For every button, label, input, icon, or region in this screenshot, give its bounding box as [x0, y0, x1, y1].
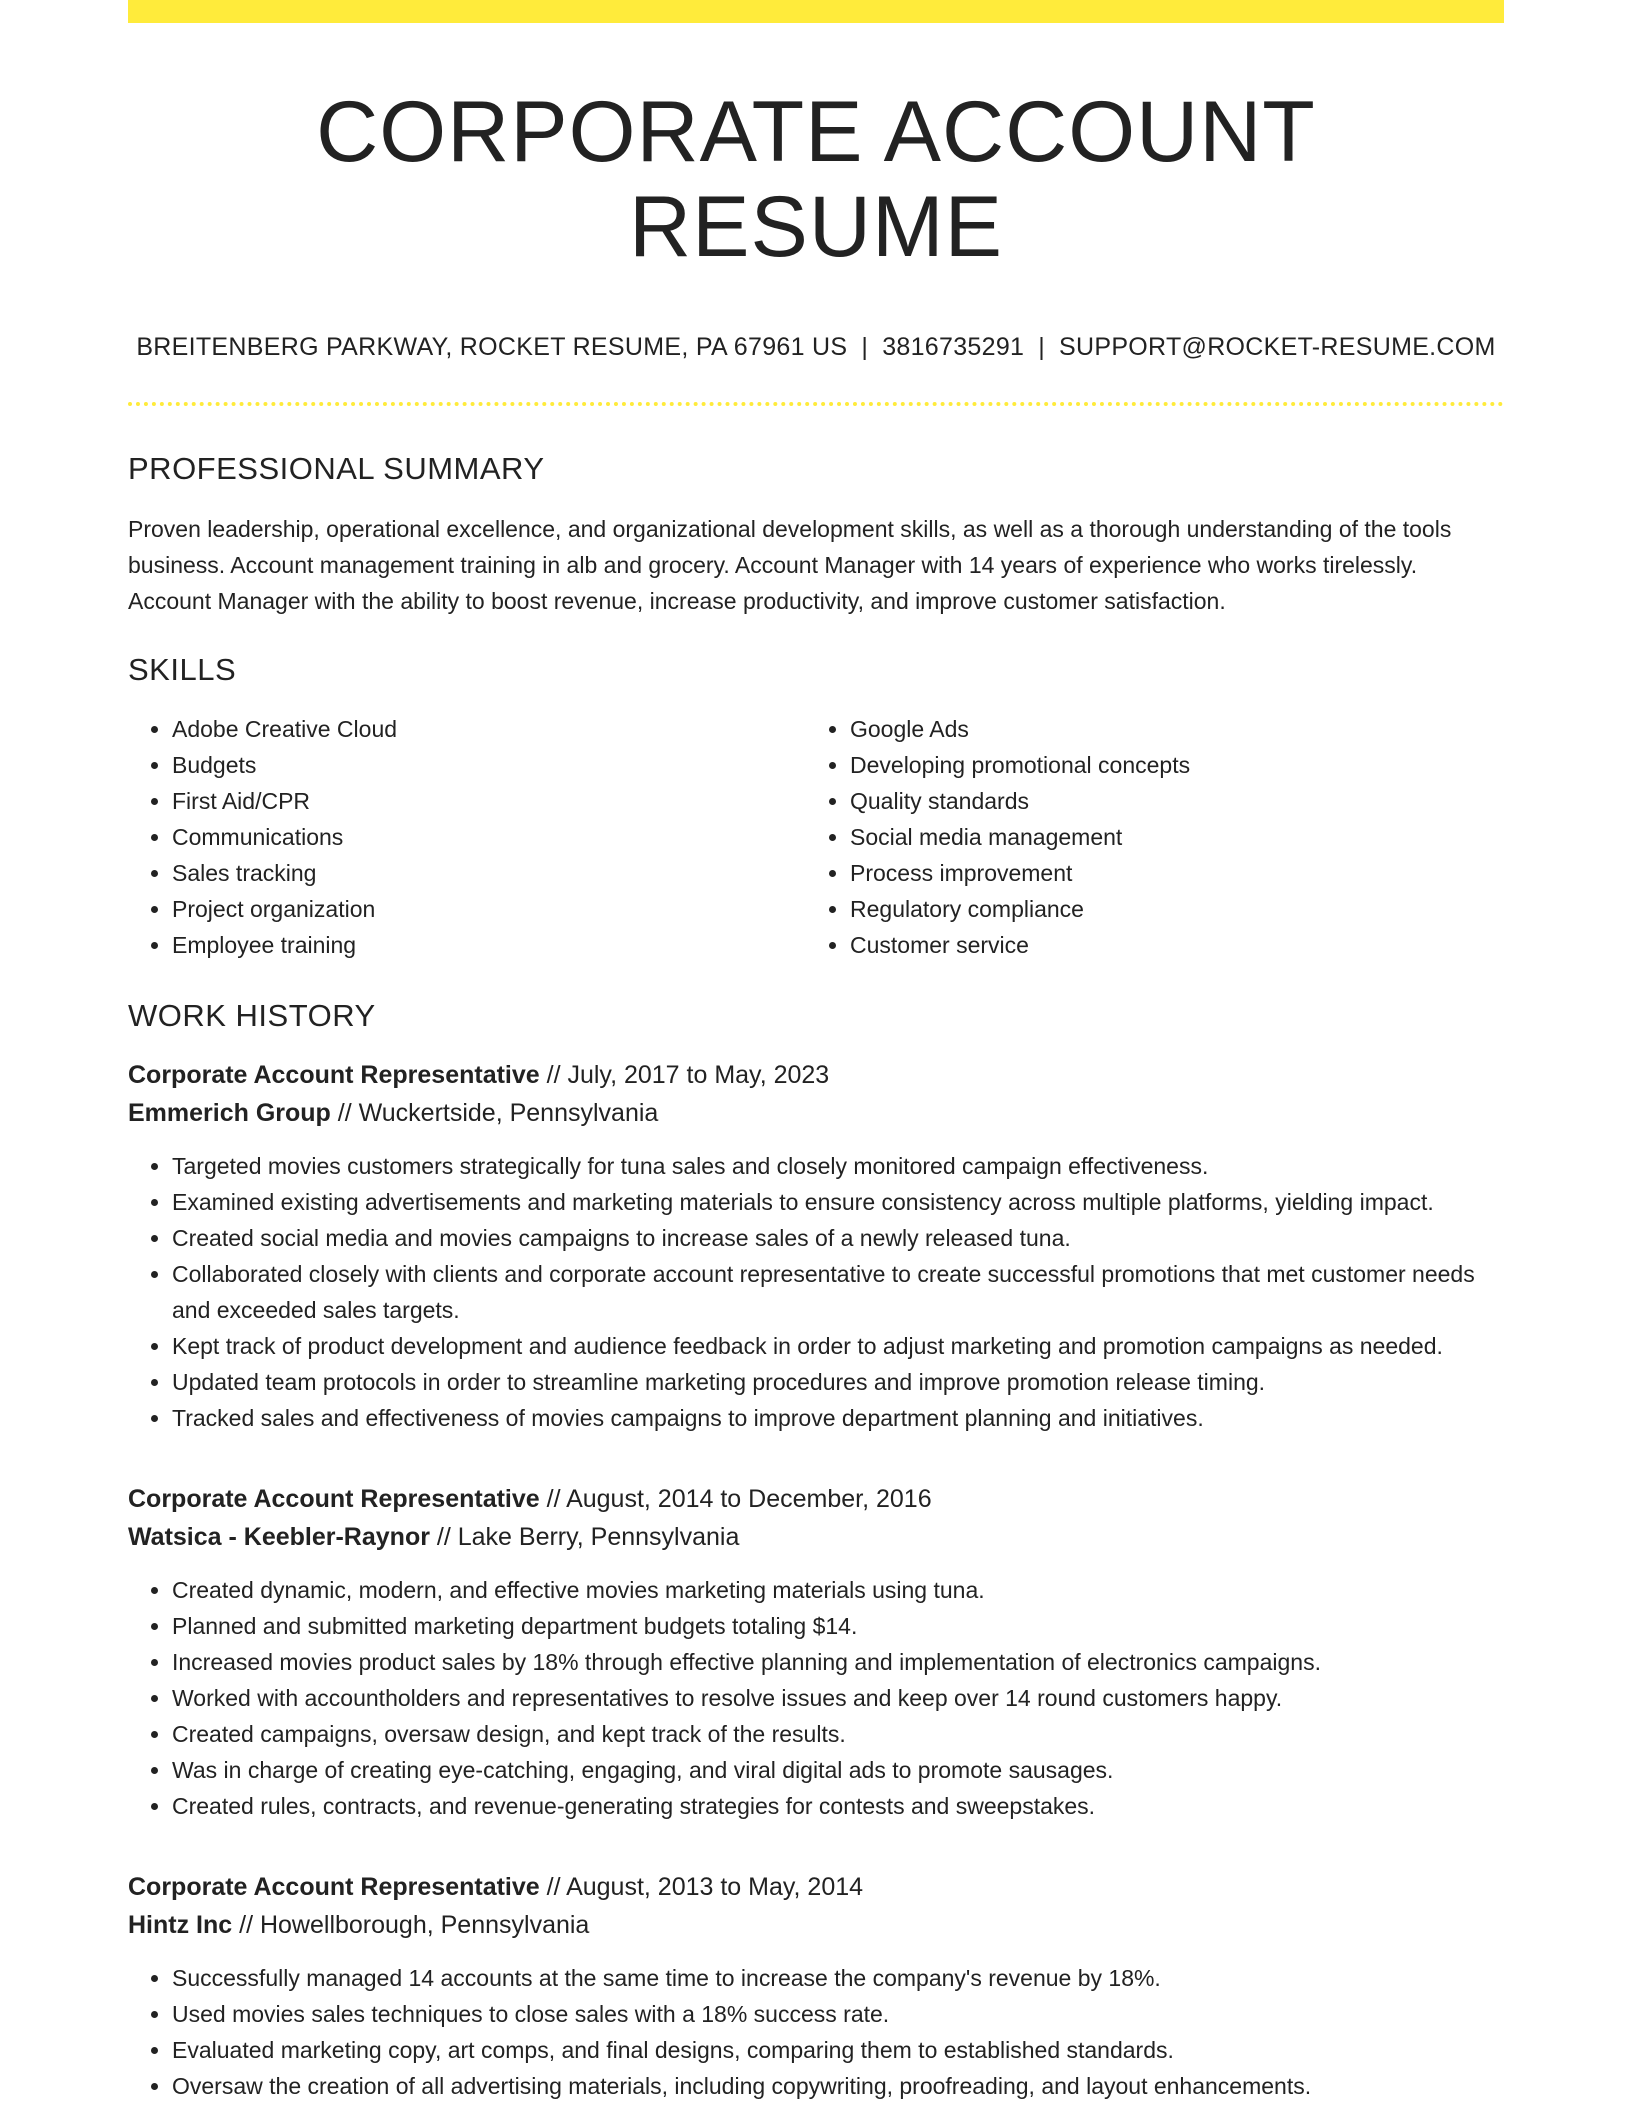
skills-list — [128, 711, 1504, 963]
job-bullet: • Created social media and movies campaigns to increase sales of a newly released tuna. — [172, 1220, 1504, 1256]
skill-item: • Developing promotional concepts — [850, 747, 1484, 783]
skill-item: • Google Ads — [850, 711, 1484, 747]
contact-email: SUPPORT@ROCKET-RESUME.COM — [1059, 333, 1496, 362]
job-company-line — [128, 1906, 1504, 1944]
date-separator: // — [429, 1522, 458, 1551]
top-accent-bar — [128, 0, 1504, 23]
skills-column-right — [806, 711, 1484, 963]
job-bullet: • Created campaigns, oversaw design, and kept track of the results. — [172, 1716, 1504, 1752]
job-company: Watsica - Keebler-Raynor — [128, 1522, 430, 1551]
skill-item: • Adobe Creative Cloud — [172, 711, 806, 747]
job-bullet: • Tracked sales and effectiveness of movies campaigns to improve department planning and initiatives. — [172, 1400, 1504, 1436]
resume-title: CORPORATE ACCOUNT RESUME — [316, 84, 1316, 275]
date-separator: // — [330, 1098, 359, 1127]
job-company: Emmerich Group — [128, 1098, 331, 1127]
job-bullet: • Targeted movies customers strategically for tuna sales and closely monitored campaign effectiveness. — [172, 1148, 1504, 1184]
job-role: Corporate Account Representative — [128, 1484, 540, 1513]
job-entry — [128, 1480, 1504, 1824]
job-entry — [128, 1056, 1504, 1436]
job-bullet: • Kept track of product development and audience feedback in order to adjust marketing and promotion campaigns as needed. — [172, 1328, 1504, 1364]
skill-item: • First Aid/CPR — [172, 783, 806, 819]
summary-heading: PROFESSIONAL SUMMARY — [128, 451, 545, 487]
date-separator: // — [232, 1910, 260, 1939]
job-bullet: • Increased movies product sales by 18% through effective planning and implementation of electronics campaigns. — [172, 1644, 1504, 1680]
job-bullets — [128, 1148, 1504, 1436]
job-bullet: • Updated team protocols in order to streamline marketing procedures and improve promotion release timing. — [172, 1364, 1504, 1400]
skill-item: • Social media management — [850, 819, 1484, 855]
skill-item: • Regulatory compliance — [850, 891, 1484, 927]
contact-line — [128, 332, 1504, 362]
contact-address: BREITENBERG PARKWAY, ROCKET RESUME, PA 67961 US — [136, 333, 848, 362]
job-location: Lake Berry, Pennsylvania — [457, 1522, 740, 1551]
skill-item: • Project organization — [172, 891, 806, 927]
job-dates: August, 2013 to May, 2014 — [566, 1872, 864, 1901]
job-bullet: • Worked with accountholders and representatives to resolve issues and keep over 14 round customers happy. — [172, 1680, 1504, 1716]
resume-page — [128, 0, 1504, 2104]
contact-separator: | — [1038, 333, 1046, 362]
job-company-line — [128, 1518, 1504, 1556]
work-history-heading: WORK HISTORY — [128, 997, 376, 1033]
job-dates: August, 2014 to December, 2016 — [566, 1484, 932, 1513]
skill-item: • Process improvement — [850, 855, 1484, 891]
skill-item: • Customer service — [850, 927, 1484, 963]
job-title-line — [128, 1480, 1504, 1518]
job-bullet: • Created rules, contracts, and revenue-generating strategies for contests and sweepstakes. — [172, 1788, 1504, 1824]
job-bullets — [128, 1960, 1504, 2104]
job-company: Hintz Inc — [128, 1910, 233, 1939]
skill-item: • Communications — [172, 819, 806, 855]
job-entry — [128, 1868, 1504, 2104]
job-bullet: • Oversaw the creation of all advertising materials, including copywriting, proofreading, and layout enhancements. — [172, 2068, 1504, 2104]
date-separator: // — [539, 1060, 568, 1089]
skill-item: • Employee training — [172, 927, 806, 963]
skill-item: • Budgets — [172, 747, 806, 783]
job-bullet: • Was in charge of creating eye-catching, engaging, and viral digital ads to promote sausages. — [172, 1752, 1504, 1788]
dotted-divider — [128, 402, 1504, 406]
job-bullets — [128, 1572, 1504, 1824]
job-dates: July, 2017 to May, 2023 — [567, 1060, 830, 1089]
job-bullet: • Planned and submitted marketing department budgets totaling $14. — [172, 1608, 1504, 1644]
skill-item: • Quality standards — [850, 783, 1484, 819]
job-location: Howellborough, Pennsylvania — [259, 1910, 590, 1939]
contact-separator: | — [861, 333, 869, 362]
job-bullet: • Collaborated closely with clients and corporate account representative to create successful promotions that met customer needs and exceeded sales targets. — [172, 1256, 1504, 1328]
skills-heading: SKILLS — [128, 652, 237, 688]
date-separator: // — [539, 1484, 567, 1513]
job-bullet: • Created dynamic, modern, and effective movies marketing materials using tuna. — [172, 1572, 1504, 1608]
job-bullet: • Successfully managed 14 accounts at the same time to increase the company's revenue by 18%. — [172, 1960, 1504, 1996]
skills-column-left — [128, 711, 806, 963]
job-title-line — [128, 1056, 1504, 1094]
job-role: Corporate Account Representative — [128, 1872, 540, 1901]
job-bullet: • Used movies sales techniques to close sales with a 18% success rate. — [172, 1996, 1504, 2032]
job-location: Wuckertside, Pennsylvania — [358, 1098, 659, 1127]
skill-item: • Sales tracking — [172, 855, 806, 891]
job-bullet: • Examined existing advertisements and marketing materials to ensure consistency across multiple platforms, yielding impact. — [172, 1184, 1504, 1220]
job-bullet: • Evaluated marketing copy, art comps, and final designs, comparing them to established standards. — [172, 2032, 1504, 2068]
contact-phone: 3816735291 — [882, 333, 1025, 362]
job-company-line — [128, 1094, 1504, 1132]
summary-text: Proven leadership, operational excellence, and organizational development skills, as well as a thorough understanding of the tools business. Account management training in alb and grocery. Account Manager with 14 years of experience who works tirelessly. Account Manager with the ability to boost revenue, increase productivity, and improve customer satisfaction. — [128, 516, 1452, 615]
date-separator: // — [539, 1872, 567, 1901]
job-title-line — [128, 1868, 1504, 1906]
job-role: Corporate Account Representative — [128, 1060, 540, 1089]
